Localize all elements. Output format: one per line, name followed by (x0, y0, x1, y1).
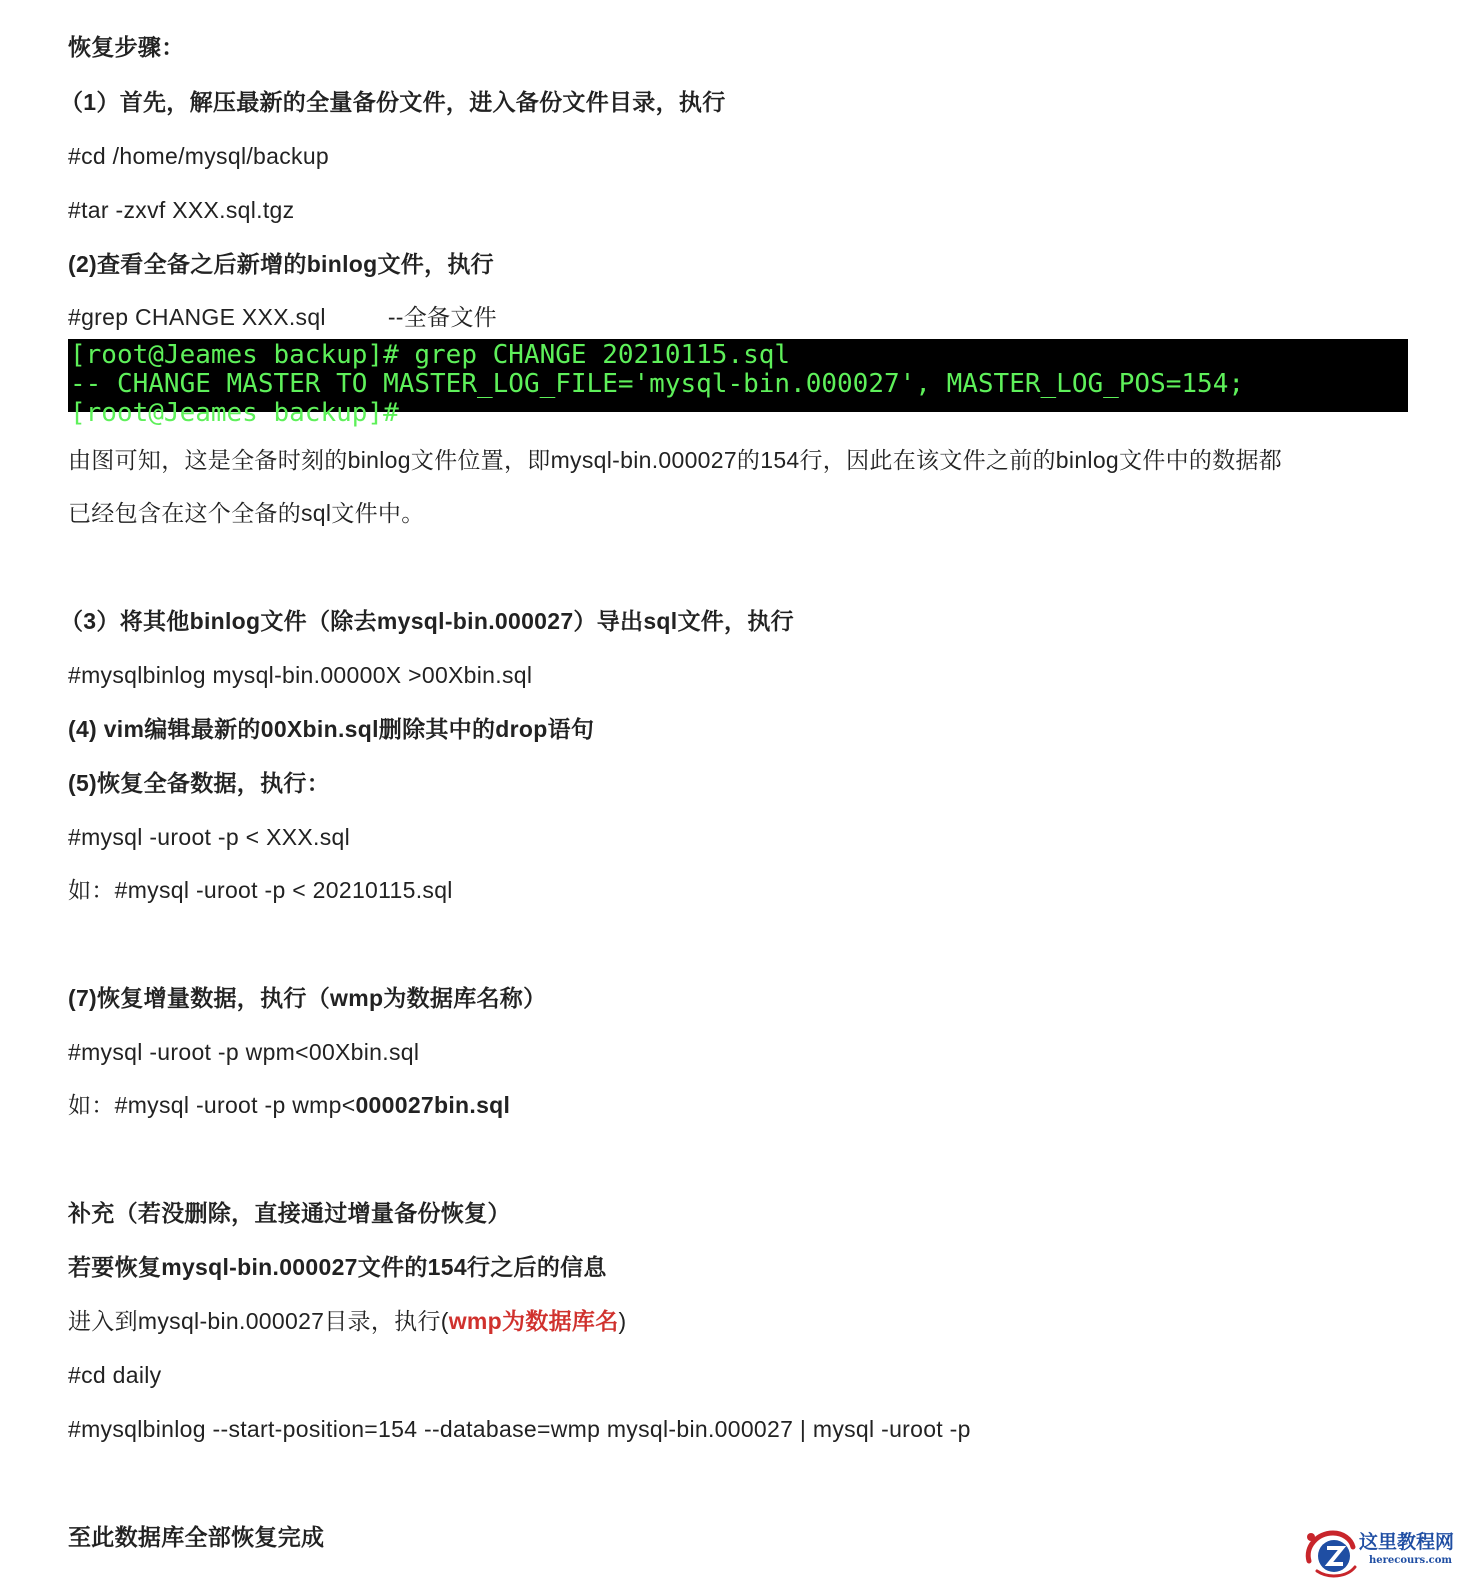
heading: 恢复步骤： (68, 34, 185, 60)
step5-cmd: #mysql -uroot -p < XXX.sql (68, 824, 350, 850)
terminal-line-3: [root@Jeames backup]# (70, 398, 399, 428)
supplement-enter-suffix: ) (618, 1308, 627, 1334)
step3-title: （3）将其他binlog文件（除去mysql-bin.000027）导出sql文件，执行 (60, 608, 794, 634)
step7-example (68, 1090, 510, 1120)
supplement-title: 补充（若没删除，直接通过增量备份恢复） (68, 1200, 511, 1226)
terminal-screenshot (68, 339, 1408, 428)
step7-example-prefix: 如：#mysql -uroot -p wmp< (68, 1092, 356, 1118)
step2-title: (2)查看全备之后新增的binlog文件，执行 (68, 251, 494, 277)
explain-line-2: 已经包含在这个全备的sql文件中。 (68, 500, 425, 526)
terminal-line-1: [root@Jeames backup]# grep CHANGE 20210115.sql (70, 340, 791, 370)
supplement-cmd-cd: #cd daily (68, 1362, 162, 1388)
step2-comment: --全备文件 (387, 304, 497, 330)
step3-cmd: #mysqlbinlog mysql-bin.00000X >00Xbin.sql (68, 662, 533, 688)
step7-example-file: 000027bin.sql (355, 1092, 511, 1118)
step2-cmd-text: #grep CHANGE XXX.sql (68, 304, 326, 330)
conclusion: 至此数据库全部恢复完成 (68, 1524, 325, 1550)
step7-cmd: #mysql -uroot -p wpm<00Xbin.sql (68, 1039, 420, 1065)
step2-cmd (68, 302, 497, 332)
watermark-en: herecours.com (1369, 1555, 1453, 1566)
step1-cmd-cd: #cd /home/mysql/backup (68, 143, 330, 169)
watermark-cn: 这里教程网 (1359, 1531, 1455, 1553)
terminal-line-2: -- CHANGE MASTER TO MASTER_LOG_FILE='mysql-bin.000027', MASTER_LOG_POS=154; (70, 369, 1244, 399)
step7-title: (7)恢复增量数据，执行（wmp为数据库名称） (68, 985, 547, 1011)
supplement-subtitle: 若要恢复mysql-bin.000027文件的154行之后的信息 (68, 1254, 607, 1280)
step1-title: （1）首先，解压最新的全量备份文件，进入备份文件目录，执行 (60, 89, 726, 115)
watermark-logo (1303, 1527, 1453, 1579)
explain-line-1: 由图可知，这是全备时刻的binlog文件位置，即mysql-bin.000027的154行，因此在该文件之前的binlog文件中的数据都 (68, 447, 1283, 473)
supplement-db-note: wmp为数据库名 (448, 1308, 619, 1334)
logo-z-icon (1303, 1527, 1359, 1579)
step1-cmd-tar: #tar -zxvf XXX.sql.tgz (68, 197, 295, 223)
step4-title: (4) vim编辑最新的00Xbin.sql删除其中的drop语句 (68, 716, 595, 742)
step5-example: 如：#mysql -uroot -p < 20210115.sql (68, 877, 453, 903)
supplement-enter (68, 1306, 626, 1336)
supplement-cmd-binlog: #mysqlbinlog --start-position=154 --database=wmp mysql-bin.000027 | mysql -uroot -p (68, 1416, 971, 1442)
step5-title: (5)恢复全备数据，执行： (68, 770, 331, 796)
supplement-enter-prefix: 进入到mysql-bin.000027目录，执行( (68, 1308, 449, 1334)
